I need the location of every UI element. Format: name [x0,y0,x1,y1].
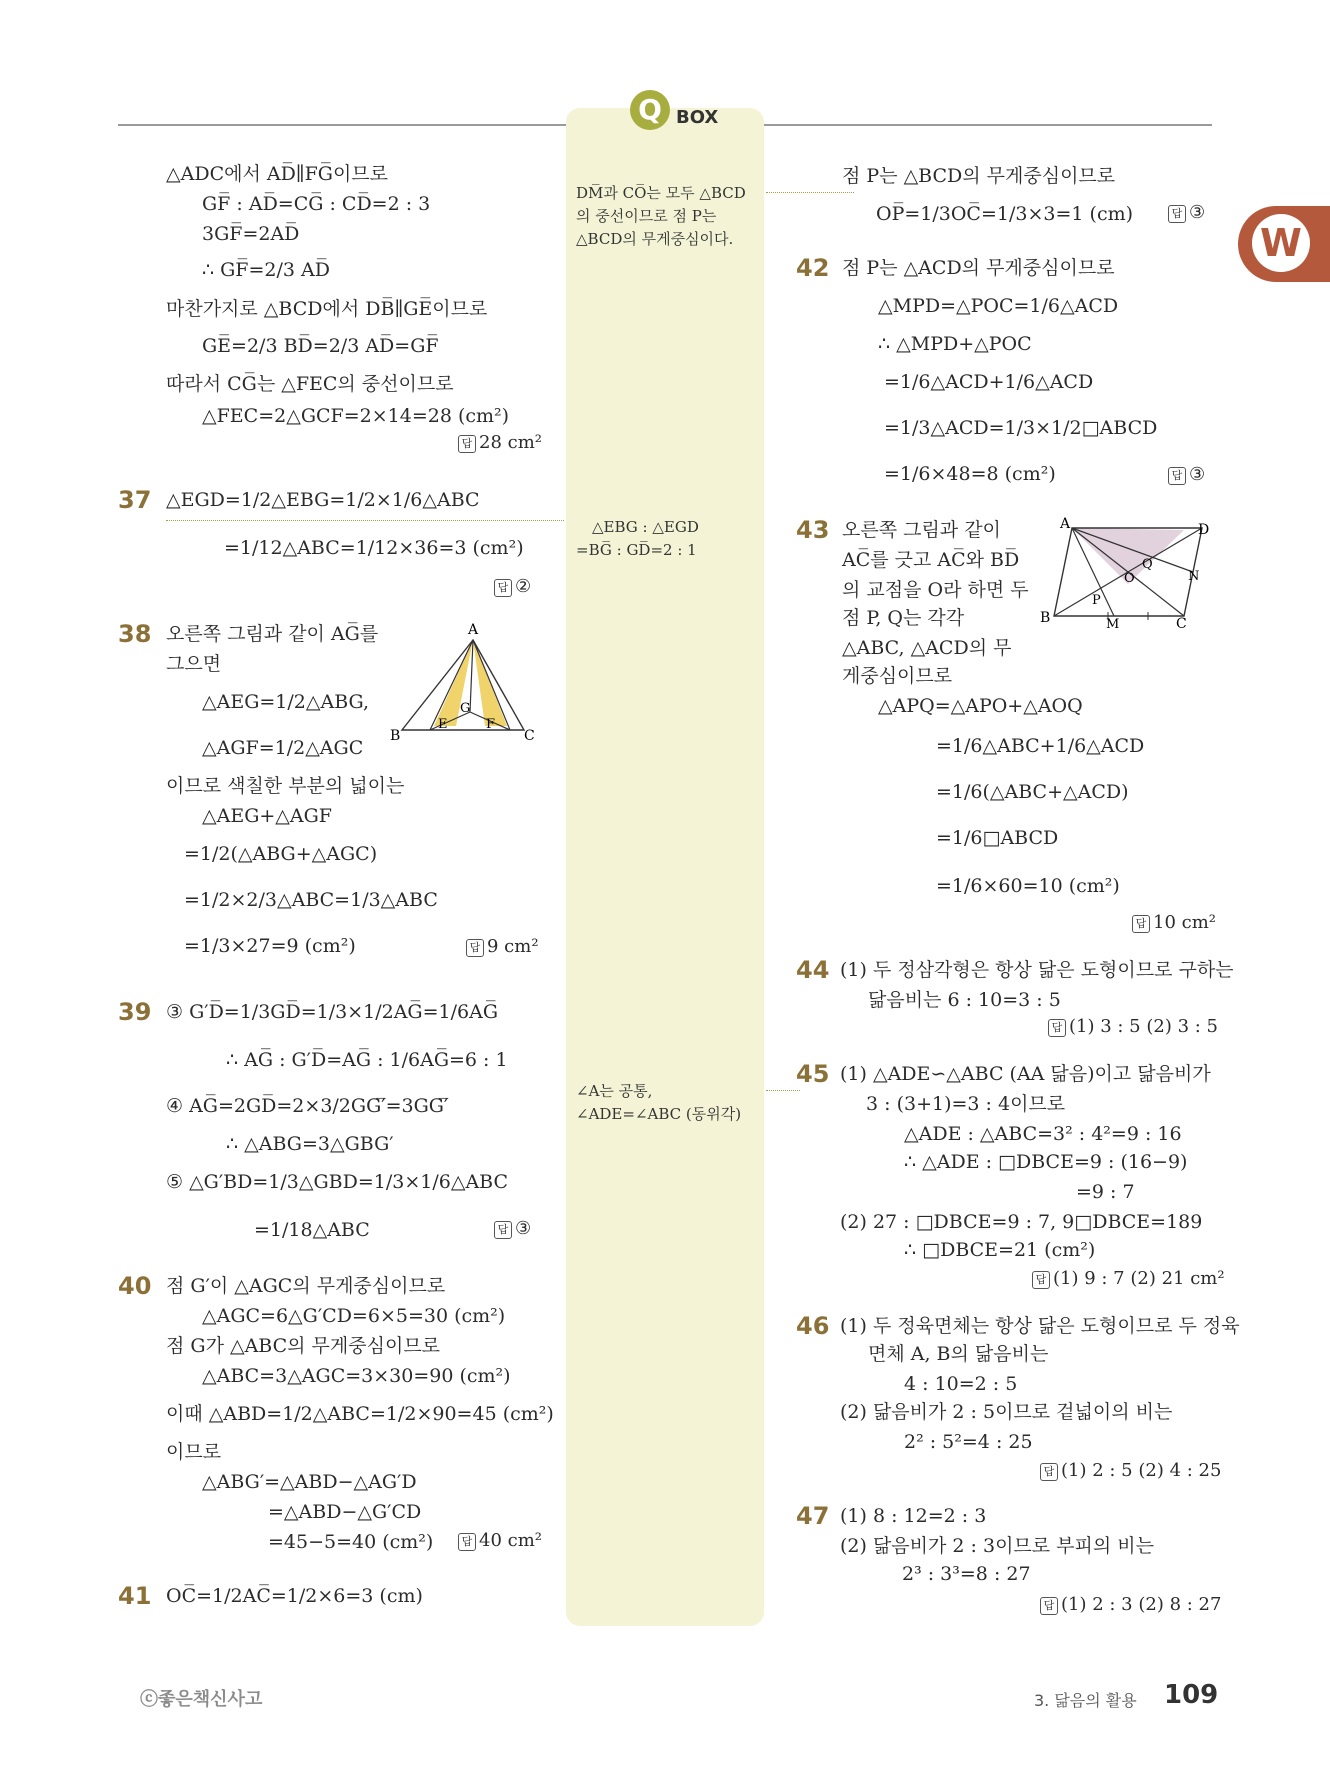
fig43-label: B [1040,610,1051,626]
line: △ABG′=△ABD−△AG′D [202,1471,417,1493]
line: △AEG=1/2△ABG, [202,691,370,713]
fig43-label: O [1124,571,1135,586]
box-note: ∠ADE=∠ABC (동위각) [576,1105,742,1123]
figure-38-triangle [390,618,540,746]
answer-41: 답 ③ [1168,202,1205,223]
problem-number: 40 [118,1272,152,1300]
fig38-label: C [524,728,535,744]
line: =1/3×27=9 (cm²) [184,935,356,957]
answer-36: 답 28 cm² [458,432,542,453]
answer-43: 답 10 cm² [1132,912,1216,933]
line: =1/2×2/3△ABC=1/3△ABC [184,889,438,911]
line: △ABC=3△AGC=3×30=90 (cm²) [202,1365,511,1387]
line: △ABC, △ACD의 무 [842,637,1012,659]
answer-mark-icon: 답 [1040,1597,1058,1615]
line: 점 G′이 △AGC의 무게중심이므로 [166,1275,446,1297]
problem-number: 41 [118,1582,152,1610]
line: =1/6(△ABC+△ACD) [936,781,1129,803]
problem-number: 42 [796,254,830,282]
answer-44: 답 (1) 3 : 5 (2) 3 : 5 [1048,1016,1218,1037]
leader-line [166,520,564,521]
line: ∴ △MPD+△POC [878,333,1032,355]
publisher-logo: ⓒ좋은책신사고 [140,1689,263,1710]
line: =9 : 7 [1076,1181,1135,1203]
line: 점 P는 △BCD의 무게중심이므로 [842,165,1116,187]
line: ③ G′D̅=1/3GD̅=1/3×1/2AG̅=1/6AG̅ [166,1001,498,1023]
line: ∴ △ABG=3△GBG′ [226,1133,394,1155]
problem-number: 44 [796,956,830,984]
answer-mark-icon: 답 [494,579,512,597]
line: =45−5=40 (cm²) [268,1531,434,1553]
line: 그으면 [166,653,222,675]
line: 이때 △ABD=1/2△ABC=1/2×90=45 (cm²) [166,1403,554,1425]
leader-line [766,1090,800,1091]
fig43-label: Q [1142,557,1153,572]
line: ④ AG̅=2GD̅=2×3/2GG′̅=3GG′̅ [166,1095,449,1117]
line: 마찬가지로 △BCD에서 DB̅∥GE̅이므로 [166,298,488,320]
answer-mark-icon: 답 [494,1221,512,1239]
line: 3GF̅=2AD̅ [202,223,300,245]
fig43-label: N [1188,569,1200,584]
line: ∴ □DBCE=21 (cm²) [904,1239,1096,1261]
figure-43-parallelogram [1036,518,1208,630]
problem-number: 47 [796,1502,830,1530]
line: 이므로 [166,1441,222,1463]
answer-mark-icon: 답 [466,939,484,957]
answer-mark-icon: 답 [1168,205,1186,223]
line: (2) 닮음비가 2 : 5이므로 겉넓이의 비는 [840,1401,1173,1423]
line: GE̅=2/3 BD̅=2/3 AD̅=GF̅ [202,335,439,357]
line: ∴ GF̅=2/3 AD̅ [202,259,330,281]
answer-37: 답 ② [494,576,531,597]
line: (1) △ADE∽△ABC (AA 닮음)이고 닮음비가 [840,1063,1211,1085]
fig43-label: M [1106,617,1120,632]
answer-40: 답 40 cm² [458,1530,542,1551]
line: (1) 두 정육면체는 항상 닮은 도형이므로 두 정육 [840,1315,1240,1337]
line: △AGF=1/2△AGC [202,737,364,759]
line: OC̅=1/2AC̅=1/2×6=3 (cm) [166,1585,423,1607]
q-box-title: BOX [676,107,719,128]
w-logo-icon: W [1252,214,1310,272]
line: =1/6×48=8 (cm²) [884,463,1056,485]
fig38-label: F [486,717,496,732]
line: OP̅=1/3OC̅=1/3×3=1 (cm) [876,203,1134,225]
line: △FEC=2△GCF=2×14=28 (cm²) [202,405,510,427]
problem-number: 45 [796,1060,830,1088]
answer-mark-icon: 답 [1040,1463,1058,1481]
line: △APQ=△APO+△AOQ [878,695,1083,717]
line: (1) 두 정삼각형은 항상 닮은 도형이므로 구하는 [840,959,1234,981]
side-tab [1238,206,1330,282]
q-box-logo-icon: Q [630,90,670,130]
problem-number: 46 [796,1312,830,1340]
answer-mark-icon: 답 [458,1533,476,1551]
line: =1/2(△ABG+△AGC) [184,843,378,865]
problem-number: 38 [118,620,152,648]
line: 2³ : 3³=8 : 27 [902,1563,1031,1585]
line: (2) 닮음비가 2 : 3이므로 부피의 비는 [840,1535,1154,1557]
line: 오른쪽 그림과 같이 AG̅를 [166,623,379,645]
line: =1/3△ACD=1/3×1/2□ABCD [884,417,1158,439]
line: 의 교점을 O라 하면 두 [842,579,1029,601]
chapter-title: 3. 닮음의 활용 [1034,1691,1137,1710]
line: (2) 27 : □DBCE=9 : 7, 9□DBCE=189 [840,1211,1203,1233]
answer-mark-icon: 답 [458,435,476,453]
line: =1/6△ACD+1/6△ACD [884,371,1094,393]
line: △ADC에서 AD̅∥FG̅이므로 [166,163,389,185]
q-box-panel [566,108,764,1626]
line: 점 P는 △ACD의 무게중심이므로 [842,257,1115,279]
fig38-label: E [438,717,448,732]
line: =1/12△ABC=1/12×36=3 (cm²) [224,537,524,559]
line: =1/6△ABC+1/6△ACD [936,735,1145,757]
answer-39: 답 ③ [494,1218,531,1239]
problem-number: 37 [118,486,152,514]
line: 오른쪽 그림과 같이 [842,519,1001,541]
answer-mark-icon: 답 [1132,915,1150,933]
problem-number: 39 [118,998,152,1026]
line: ∴ AG̅ : G′D̅=AG̅ : 1/6AG̅=6 : 1 [226,1049,508,1071]
line: =△ABD−△G′CD [268,1501,422,1523]
box-note: ∠A는 공통, [576,1082,653,1100]
answer-38: 답 9 cm² [466,936,539,957]
problem-number: 43 [796,516,830,544]
line: GF̅ : AD̅=CG̅ : CD̅=2 : 3 [202,193,431,215]
answer-mark-icon: 답 [1032,1271,1050,1289]
box-note: DM̅과 CO̅는 모두 △BCD [576,184,746,202]
line: 4 : 10=2 : 5 [904,1373,1018,1395]
line: ∴ △ADE : □DBCE=9 : (16−9) [904,1151,1188,1173]
answer-42: 답 ③ [1168,464,1205,485]
line: 이므로 색칠한 부분의 넓이는 [166,775,405,797]
line: =1/6□ABCD [936,827,1059,849]
box-note: △BCD의 무게중심이다. [576,230,734,248]
line: △MPD=△POC=1/6△ACD [878,295,1119,317]
line: △EGD=1/2△EBG=1/2×1/6△ABC [166,489,480,511]
answer-45: 답 (1) 9 : 7 (2) 21 cm² [1032,1268,1225,1289]
line: 2² : 5²=4 : 25 [904,1431,1033,1453]
line: AC̅를 긋고 AC̅와 BD̅ [842,549,1020,571]
line: =1/6×60=10 (cm²) [936,875,1120,897]
fig43-label: P [1092,593,1101,608]
line: 면체 A, B의 닮음비는 [868,1343,1049,1365]
line: (1) 8 : 12=2 : 3 [840,1505,987,1527]
fig43-label: C [1176,616,1187,632]
line: 3 : (3+1)=3 : 4이므로 [866,1093,1066,1115]
answer-47: 답 (1) 2 : 3 (2) 8 : 27 [1040,1594,1221,1615]
line: 점 G가 △ABC의 무게중심이므로 [166,1335,441,1357]
answer-mark-icon: 답 [1168,467,1186,485]
answer-mark-icon: 답 [1048,1019,1066,1037]
line: △ADE : △ABC=3² : 4²=9 : 16 [904,1123,1182,1145]
leader-line [766,192,854,193]
fig38-label: A [468,622,479,638]
box-note: =BG̅ : GD̅=2 : 1 [576,541,697,559]
line: ⑤ △G′BD=1/3△GBD=1/3×1/6△ABC [166,1171,509,1193]
line: 점 P, Q는 각각 [842,607,965,629]
fig43-label: D [1198,522,1210,538]
fig38-label: B [390,728,401,744]
line: 따라서 CG̅는 △FEC의 중선이므로 [166,373,454,395]
line: 닮음비는 6 : 10=3 : 5 [868,989,1061,1011]
fig38-label: G [460,701,471,716]
line: =1/18△ABC [254,1219,370,1241]
line: △AGC=6△G′CD=6×5=30 (cm²) [202,1305,506,1327]
box-note: △EBG : △EGD [592,518,699,536]
line: 게중심이므로 [842,665,953,687]
box-note: 의 중선이므로 점 P는 [576,207,717,225]
fig43-label: A [1060,516,1071,532]
line: △AEG+△AGF [202,805,332,827]
answer-46: 답 (1) 2 : 5 (2) 4 : 25 [1040,1460,1221,1481]
page-number: 109 [1164,1680,1219,1710]
